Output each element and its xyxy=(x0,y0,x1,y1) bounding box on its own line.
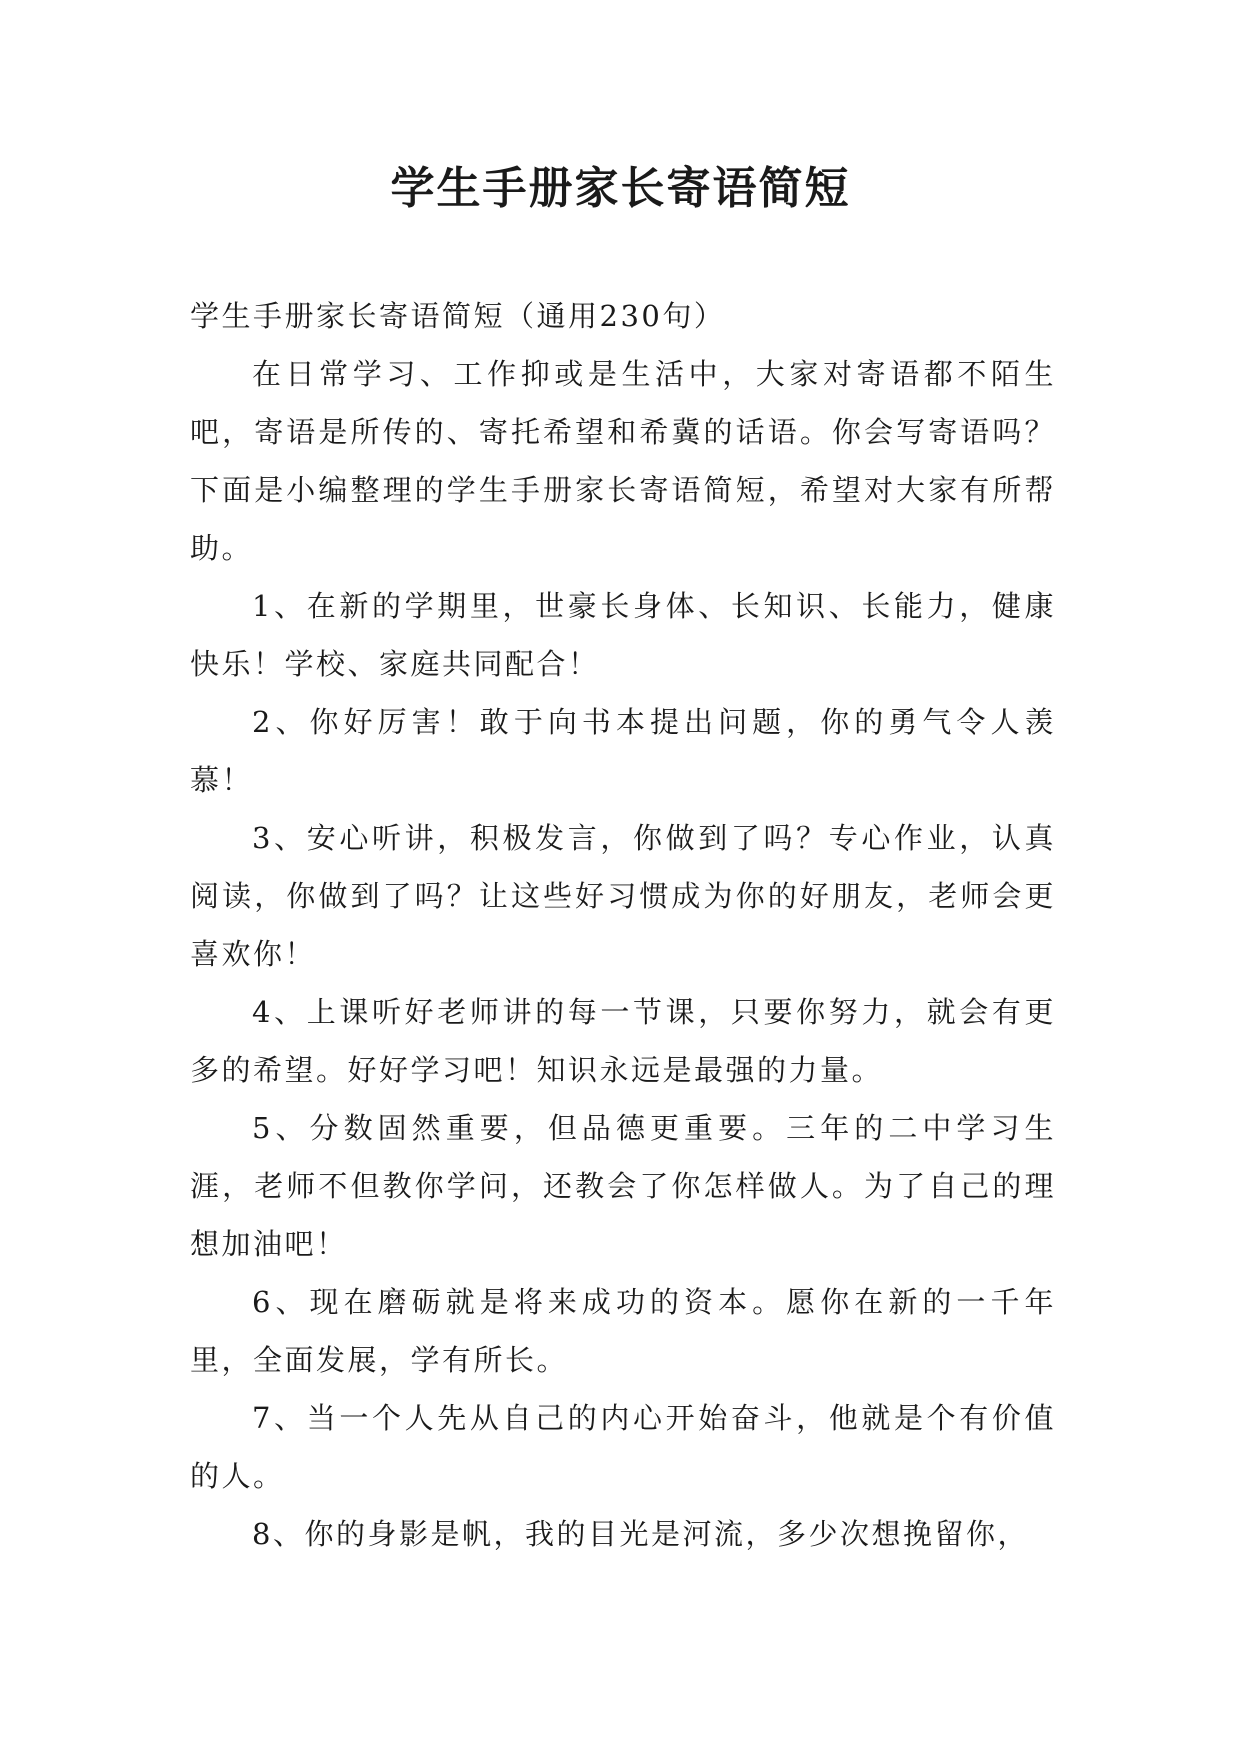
paragraph-item: 8、你的身影是帆，我的目光是河流，多少次想挽留你， xyxy=(252,1517,1029,1551)
paragraph-item: 4、上课听好老师讲的每一节课，只要你努力，就会有更多的希望。好好学习吧！知识永远是最强的力量。 xyxy=(190,995,1056,1087)
document-body xyxy=(190,287,1056,1563)
document-subtitle: 学生手册家长寄语简短（通用230句） xyxy=(190,299,726,333)
paragraph-item: 6、现在磨砺就是将来成功的资本。愿你在新的一千年里，全面发展，学有所长。 xyxy=(190,1285,1056,1377)
paragraph-item: 7、当一个人先从自己的内心开始奋斗，他就是个有价值的人。 xyxy=(190,1401,1056,1493)
document-title: 学生手册家长寄语简短 xyxy=(390,163,851,214)
paragraph-item: 3、安心听讲，积极发言，你做到了吗？专心作业，认真阅读，你做到了吗？让这些好习惯成为你的好朋友，老师会更喜欢你！ xyxy=(190,821,1056,971)
paragraph-item: 1、在新的学期里，世豪长身体、长知识、长能力，健康快乐！学校、家庭共同配合！ xyxy=(190,589,1056,681)
paragraph-item: 2、你好厉害！敢于向书本提出问题，你的勇气令人羡慕！ xyxy=(190,705,1056,797)
paragraph-item: 5、分数固然重要，但品德更重要。三年的二中学习生涯，老师不但教你学问，还教会了你怎样做人。为了自己的理想加油吧！ xyxy=(190,1111,1056,1261)
paragraph-intro: 在日常学习、工作抑或是生活中，大家对寄语都不陌生吧，寄语是所传的、寄托希望和希冀的话语。你会写寄语吗？下面是小编整理的学生手册家长寄语简短，希望对大家有所帮助。 xyxy=(190,357,1056,565)
